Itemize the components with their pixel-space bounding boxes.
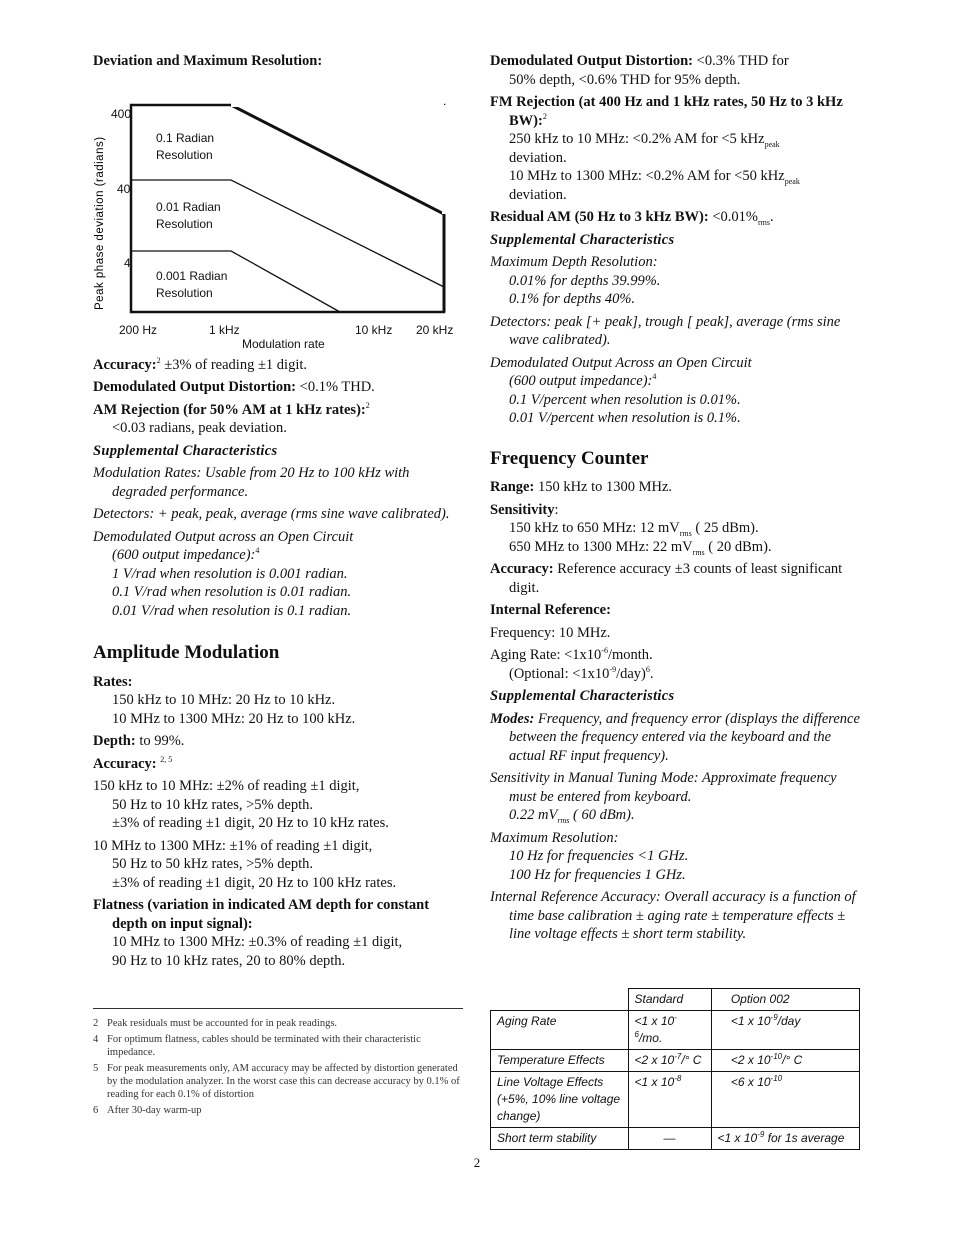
am-rejection: AM Rejection (for 50% AM at 1 kHz rates):$^2$ <0.03 radians, peak deviation. [93, 400, 370, 436]
y-tick-4: 4 [124, 255, 131, 270]
footnote: 2 Peak residuals must be accounted for in peak readings. [93, 1018, 338, 1029]
y-axis-label: Peak phase deviation (radians) [94, 135, 106, 310]
x-tick-10khz: 10 kHz [355, 322, 393, 337]
demod-open-circuit-pm: Demodulated Output across an Open Circuit (600 output impedance):$^4$ 1 V/rad when resolution is 0.001 radian. 0.1 V/rad when resolution is 0.01 radian. 0.01 V/rad when resolution is 0.1 radian. [93, 528, 354, 619]
pm-accuracy: Accuracy:$^2$ ±3% of reading ±1 digit. [93, 355, 307, 373]
deviation-chart [93, 75, 458, 350]
cell-option: <2 x $10^{-10}/^\circ$ C [711, 1050, 860, 1072]
left-column [93, 52, 458, 974]
detectors-pm: Detectors: + peak, peak, average (rms sine wave calibrated). [93, 506, 450, 522]
cell-standard: <2 x $10^{-7}/^\circ$ C [628, 1050, 711, 1072]
mod-rates: Modulation Rates: Usable from 20 Hz to 100 kHz with degraded performance. [93, 465, 410, 500]
region-label-0-1: 0.1 Radian [156, 130, 215, 145]
am-depth: Depth: to 99%. [93, 733, 185, 749]
y-tick-40: 40 [117, 181, 131, 196]
region-label-0-001-b: Resolution [156, 285, 213, 300]
chart-title: Deviation and Maximum Resolution: [93, 53, 323, 69]
fm-rejection: FM Rejection (at 400 Hz and 1 kHz rates, 50 Hz to 3 kHz BW):$^2$ 250 kHz to 10 MHz: <0.2% AM for <5 kHz$_{peak}$ deviation. 10 MHz to 1300 MHz: <0.2% AM for <50 kHz$_{peak}$ deviation. [490, 94, 843, 203]
cell-option: <1 x $10^{-9}$ for 1s average [711, 1128, 860, 1150]
region-label-0-01-b: Resolution [156, 216, 213, 231]
am-flatness: Flatness (variation in indicated AM depth for constant depth on input signal): 10 MHz to 1300 MHz: ±0.3% of reading ±1 digit, 90 Hz to 10 kHz rates, 20 to 80% depth. [93, 897, 430, 969]
header-standard: Standard [628, 989, 711, 1011]
region-label-0-001: 0.001 Radian [156, 268, 228, 283]
footnote: 4 For optimum flatness, cables should be terminated with their characteristic impedance. [93, 1034, 421, 1058]
row-label: Temperature Effects [491, 1050, 629, 1072]
am-demod-distortion: Demodulated Output Distortion: <0.3% THD for 50% depth, <0.6% THD for 95% depth. [490, 53, 789, 88]
table-row [491, 1050, 860, 1072]
fc-heading: Frequency Counter [490, 447, 649, 469]
header-option-002: Option 002 [711, 989, 860, 1011]
cell-standard: <1 x $10^{-8}$ [628, 1072, 711, 1128]
fc-modes: Modes: Frequency, and frequency error (displays the difference between the frequency entered via the keyboard and the actual RF input frequency). [490, 710, 860, 764]
internal-reference-accuracy: Internal Reference Accuracy: Overall accuracy is a function of time base calibration ± aging rate ± temperature effects ± line voltage effects ± short term stability. [490, 889, 856, 942]
table-header-row [491, 989, 860, 1011]
am-heading: Amplitude Modulation [93, 642, 280, 663]
region-label-0-1-b: Resolution [156, 147, 213, 162]
internal-reference-frequency: Frequency: 10 MHz. [490, 624, 611, 641]
table-row [491, 1128, 860, 1150]
fc-range: Range: 150 kHz to 1300 MHz. [490, 479, 673, 495]
row-label: Line Voltage Effects (+5%, 10% line voltage change) [491, 1072, 629, 1128]
residual-am: Residual AM (50 Hz to 3 kHz BW): $<0.01\%_{rms}$. [490, 209, 774, 227]
max-depth-resolution: Maximum Depth Resolution: 0.01% for depths 39.99%. 0.1% for depths 40%. [490, 254, 661, 307]
fc-accuracy: Accuracy: Reference accuracy ±3 counts of least significant digit. [490, 561, 843, 596]
region-label-0-01: 0.01 Radian [156, 199, 221, 214]
timebase-table [490, 988, 860, 1150]
x-tick-20khz: 20 kHz [416, 322, 454, 337]
row-label: Aging Rate [491, 1011, 629, 1050]
detectors-am: Detectors: peak [+ peak], trough [ peak], average (rms sine wave calibrated). [490, 313, 841, 348]
table-corner [491, 989, 629, 1011]
cell-option: <1 x $10^{-9}$/day [711, 1011, 860, 1050]
x-tick-200hz: 200 Hz [119, 322, 158, 337]
right-column [490, 52, 862, 948]
aging-rate: Aging Rate: $<1x10^{-6}$/month. (Optional: $<1x10^{-9}/day)^6$. [490, 646, 654, 682]
supplemental-heading-pm: Supplemental Characteristics [93, 442, 278, 459]
am-accuracy-2: 10 MHz to 1300 MHz: ±1% of reading ±1 digit, 50 Hz to 50 kHz rates, >5% depth. ±3% of reading ±1 digit, 20 Hz to 100 kHz rates. [93, 837, 397, 891]
max-resolution: Maximum Resolution: 10 Hz for frequencies <1 GHz. 100 Hz for frequencies 1 GHz. [490, 829, 689, 883]
am-rates: Rates: 150 kHz to 10 MHz: 20 Hz to 10 kHz. 10 MHz to 1300 MHz: 20 Hz to 100 kHz. [93, 673, 356, 727]
y-tick-400: 400 [111, 106, 132, 121]
footnote: 5 For peak measurements only, AM accuracy may be affected by distortion generated by the modulation analyzer. In the worst case this can decrease accuracy by 0.1% of reading for each 0.1% of distortion [93, 1063, 460, 1100]
fc-sensitivity: Sensitivity: 150 kHz to 650 MHz: 12 $mV_{rms}$ ( 25 dBm). 650 MHz to 1300 MHz: 22 $mV_{rms}$ ( 20 dBm). [490, 501, 772, 557]
x-tick-1khz: 1 kHz [209, 322, 240, 337]
cell-option: <6 x $10^{-10}$ [711, 1072, 860, 1128]
footnotes [93, 1008, 463, 1120]
internal-reference-label: Internal Reference: [490, 602, 611, 618]
table-row [491, 1011, 860, 1050]
series-0-1-radian-line [231, 105, 444, 312]
am-accuracy-1: 150 kHz to 10 MHz: ±2% of reading ±1 digit, 50 Hz to 10 kHz rates, >5% depth. ±3% of reading ±1 digit, 20 Hz to 10 kHz rates. [93, 778, 389, 831]
cell-standard: — [628, 1128, 711, 1150]
chart-svg [93, 75, 458, 350]
pm-distortion: Demodulated Output Distortion: <0.1% THD. [93, 379, 375, 395]
demod-open-circuit-am: Demodulated Output Across an Open Circuit (600 output impedance):$^4$ 0.1 V/percent when resolution is 0.01%. 0.01 V/percent when resolution is 0.1%. [490, 354, 752, 426]
row-label: Short term stability [491, 1128, 629, 1150]
x-axis-label: Modulation rate [242, 336, 325, 351]
page-number: 2 [473, 1155, 481, 1170]
table-row [491, 1072, 860, 1128]
supplemental-heading-fc: Supplemental Characteristics [490, 688, 675, 704]
footnote: 6 After 30-day warm-up [93, 1105, 202, 1116]
sensitivity-manual: Sensitivity in Manual Tuning Mode: Approximate frequency must be entered from keyboard. 0.22 $mV_{rms}$ ( 60 dBm). [490, 770, 837, 825]
cell-standard: <1 x $10^{-6}/mo$. [628, 1011, 711, 1050]
am-accuracy-label: Accuracy: $^{2, 5}$ [93, 754, 173, 772]
supplemental-heading-am: Supplemental Characteristics [490, 231, 675, 248]
